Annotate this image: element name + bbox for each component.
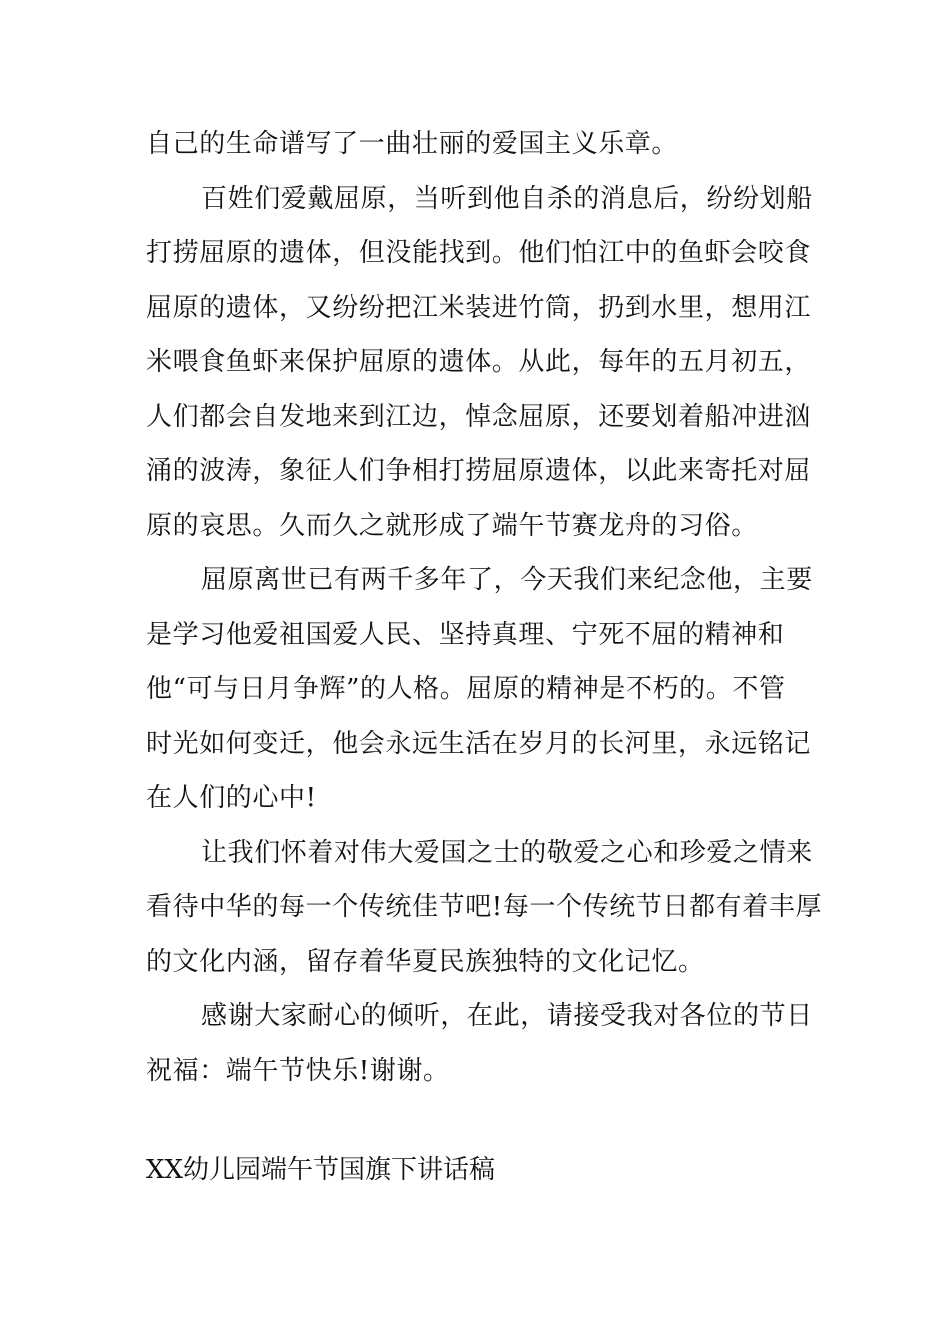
text-line: 的文化内涵，留存着华夏民族独特的文化记忆。 <box>146 946 705 977</box>
paragraph-3 <box>146 553 813 826</box>
text-line: 是学习他爱祖国爱人民、坚持真理、宁死不屈的精神和 <box>146 619 785 650</box>
text-line: 看待中华的每一个传统佳节吧!每一个传统节日都有着丰厚 <box>146 892 823 922</box>
text-line: 他“可与日月争辉”的人格。屈原的精神是不朽的。不管 <box>146 674 786 704</box>
text-line: 人们都会自发地来到江边，悼念屈原，还要划着船冲进汹 <box>146 401 812 432</box>
paragraph-2 <box>146 172 813 554</box>
paragraph-4 <box>146 826 823 990</box>
text-line: 屈原离世已有两千多年了，今天我们来纪念他，主要 <box>201 565 813 595</box>
text-line: 米喂食鱼虾来保护屈原的遗体。从此，每年的五月初五， <box>146 347 812 377</box>
text-line: 打捞屈原的遗体，但没能找到。他们怕江中的鱼虾会咬食 <box>146 238 812 268</box>
text-line: 感谢大家耐心的倾听，在此，请接受我对各位的节日 <box>201 1001 813 1031</box>
text-line: 祝福：端午节快乐!谢谢。 <box>146 1055 450 1086</box>
text-line: 百姓们爱戴屈原，当听到他自杀的消息后，纷纷划船 <box>201 183 813 214</box>
text-line: 屈原的遗体，又纷纷把江米装进竹筒，扔到水里，想用江 <box>146 292 812 323</box>
paragraph-5 <box>146 989 813 1098</box>
text-line: 在人们的心中! <box>146 783 317 813</box>
paragraph-1 <box>146 117 806 172</box>
text-line: 让我们怀着对伟大爱国之士的敬爱之心和珍爱之情来 <box>201 837 813 868</box>
text-line: 涌的波涛，象征人们争相打捞屈原遗体，以此来寄托对屈 <box>146 456 812 486</box>
text-line: 原的哀思。久而久之就形成了端午节赛龙舟的习俗。 <box>146 510 758 541</box>
text-line: 时光如何变迁，他会永远生活在岁月的长河里，永远铭记 <box>146 728 812 759</box>
text-line: 自己的生命谱写了一曲壮丽的爱国主义乐章。 <box>146 129 679 159</box>
next-section-title: XX幼儿园端午节国旗下讲话稿 <box>146 1155 496 1185</box>
body-text <box>146 117 823 1098</box>
